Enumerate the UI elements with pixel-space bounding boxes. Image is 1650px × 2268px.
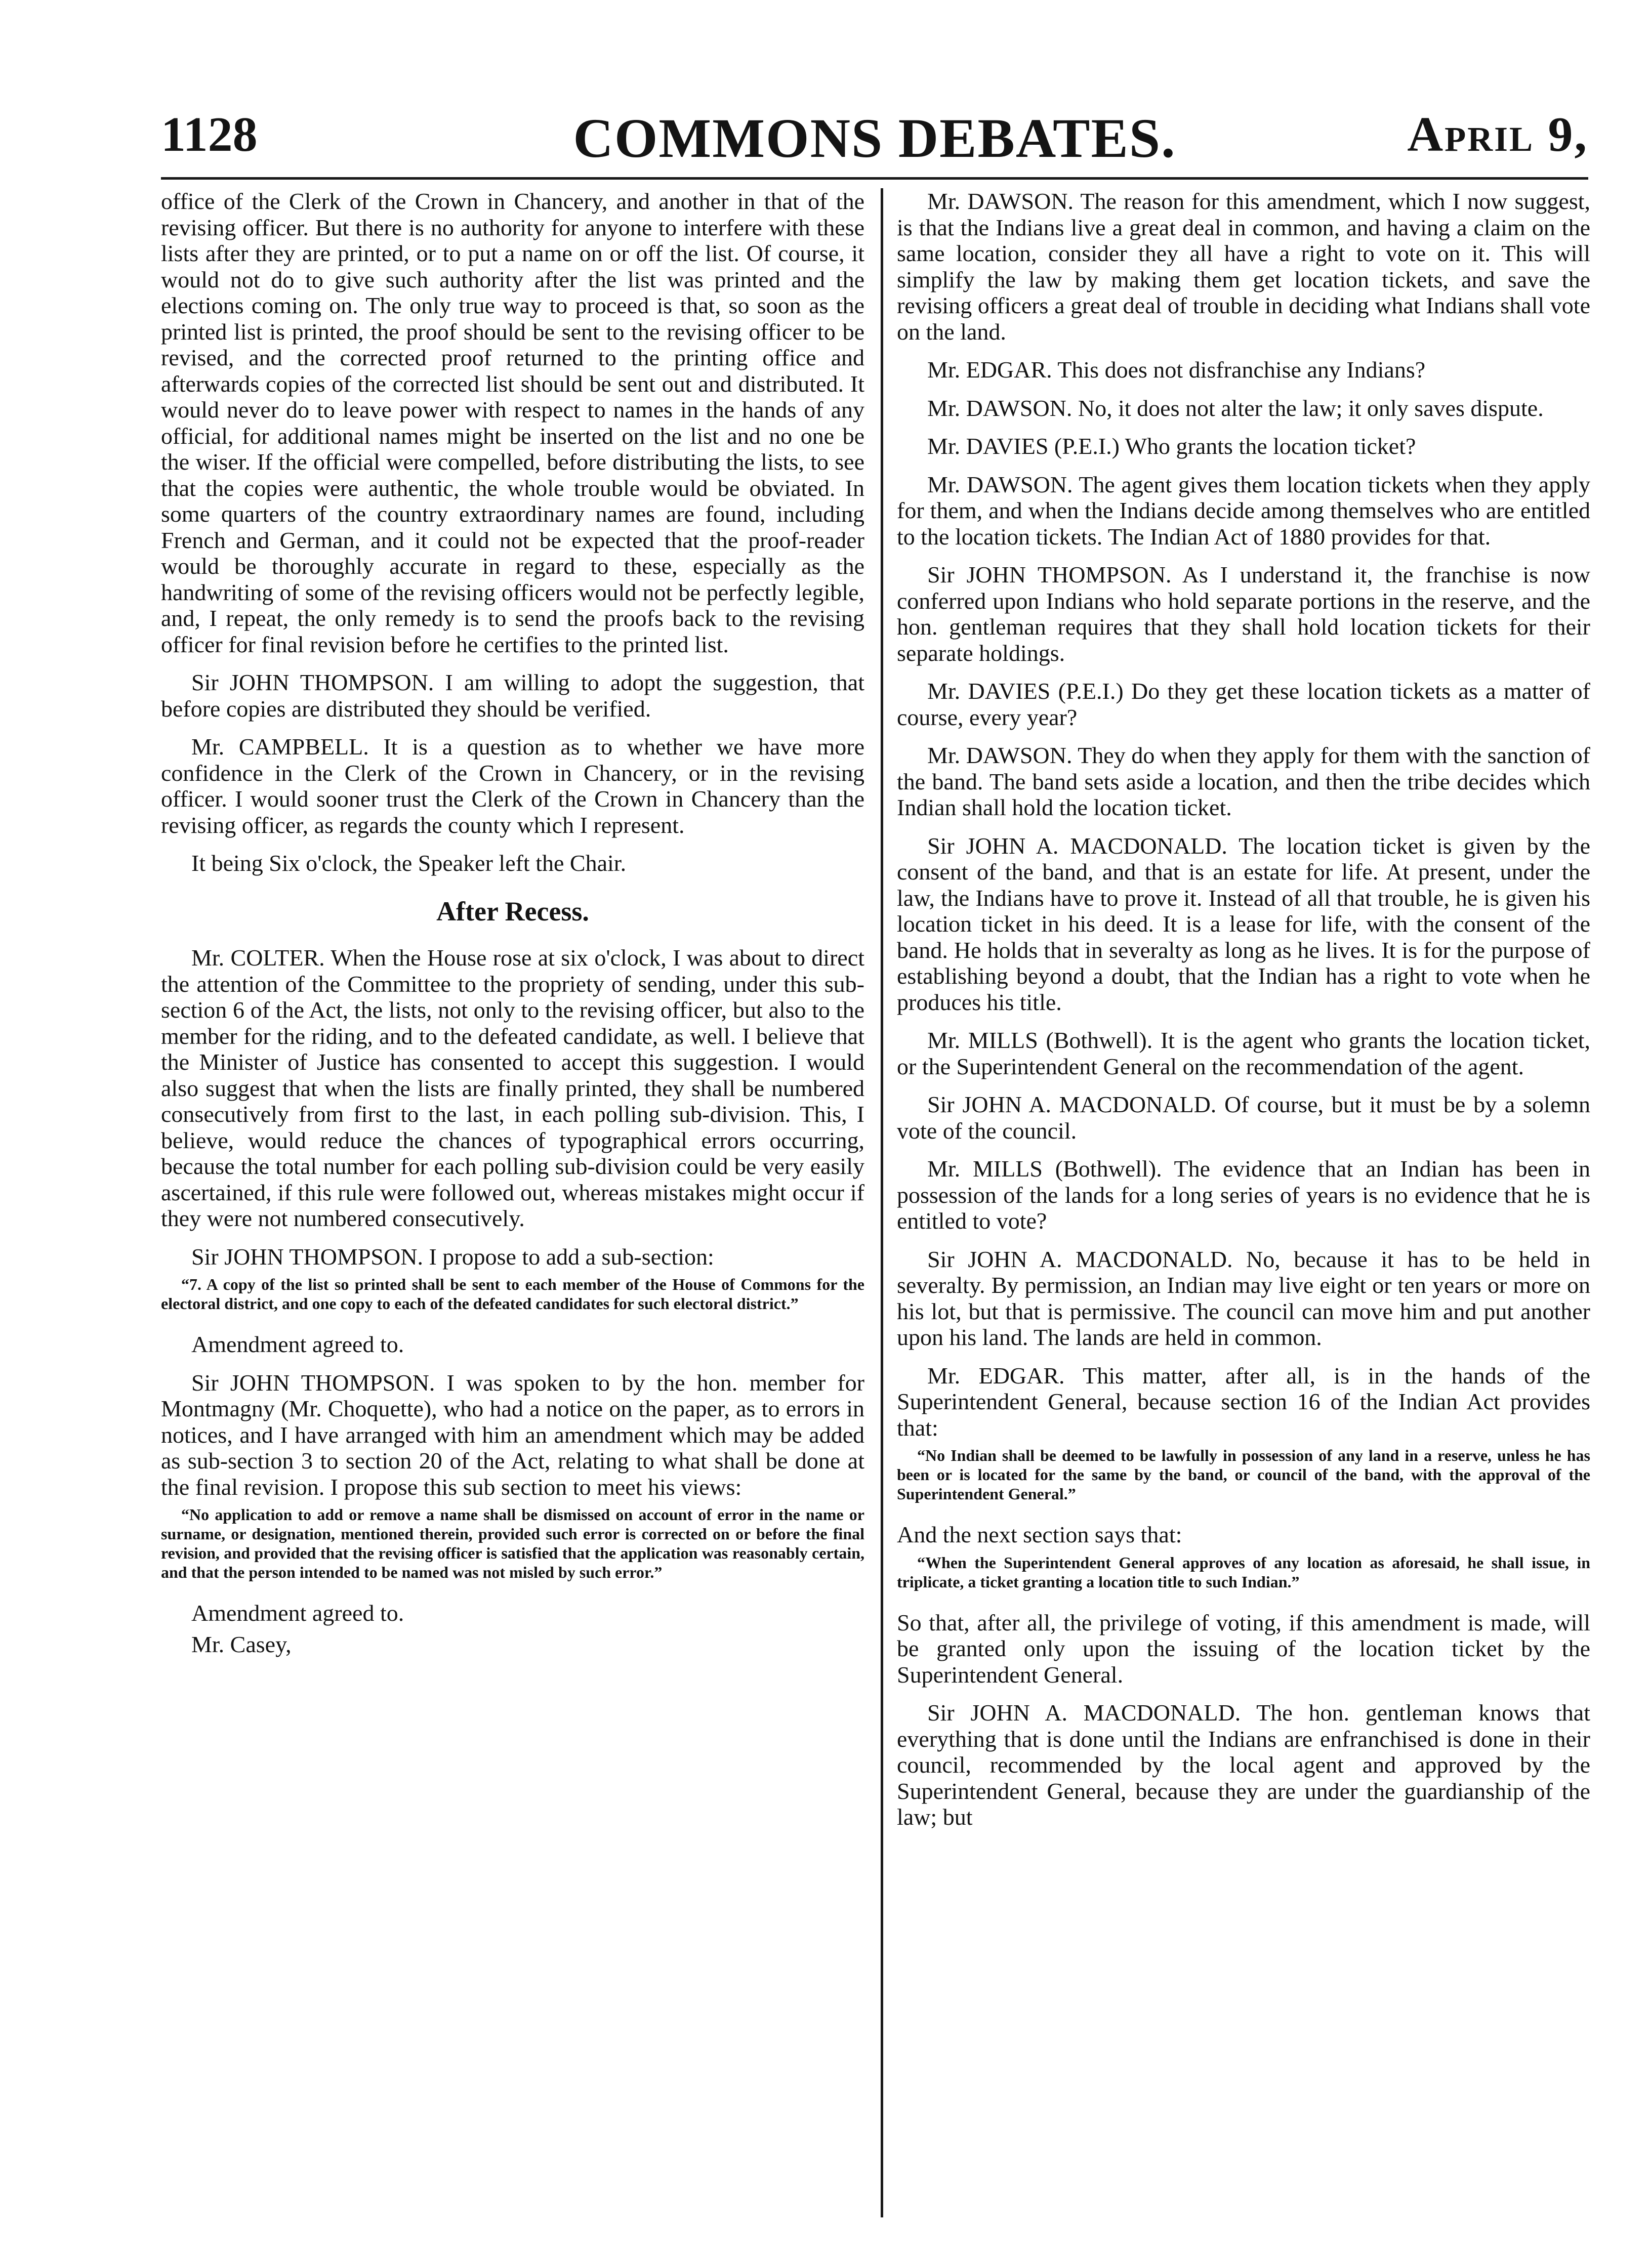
right-column [897,188,1590,1842]
paragraph: Sir JOHN A. MACDONALD. No, because it has to be held in severalty. By permission, an Indian may live eight or ten years or more on his lot, but that is permissive. The council can move him and put another upon his land. The lands are held in common. [897,1246,1590,1350]
paragraph: Sir JOHN THOMPSON. I was spoken to by the hon. member for Montmagny (Mr. Choquette), who had a notice on the paper, as to errors in notices, and I have arranged with him an amendment which may be added as sub-section 3 to section 20 of the Act, relating to what shall be done at the final revision. I propose this sub section to meet his views: [161,1369,864,1500]
paragraph: Mr. MILLS (Bothwell). It is the agent who grants the location ticket, or the Superintendent General on the recommendation of the agent. [897,1027,1590,1079]
paragraph: Mr. MILLS (Bothwell). The evidence that an Indian has been in possession of the lands for a long series of years is no evidence that he is entitled to vote? [897,1156,1590,1234]
paragraph: Sir JOHN THOMPSON. I propose to add a sub-section: [191,1243,714,1270]
paragraph: Sir JOHN THOMPSON. I am willing to adopt the suggestion, that before copies are distributed they should be verified. [161,669,864,722]
paragraph: Mr. COLTER. When the House rose at six o'clock, I was about to direct the attention of the Committee to the propriety of sending, under this sub-section 6 of the Act, the lists, not only to the revising officer, but also to the member for the riding, and to the defeated candidate, as well. I believe that the Minister of Justice has consented to accept this suggestion. I would also suggest that when the lists are finally printed, they shall be numbered consecutively from first to the last, in each polling sub-division. This, I believe, would reduce the chances of typographical errors occurring, because the total number for each polling sub-division could be very easily ascertained, if this rule were followed out, whereas mistakes might occur if they were not numbered consecutively. [161,945,864,1231]
section-heading: After Recess. [436,896,589,927]
paragraph: Mr. CAMPBELL. It is a question as to whether we have more confidence in the Clerk of the Crown in Chancery, or in the revising officer. I would sooner trust the Clerk of the Crown in Chancery than the revising officer, as regards the county which I represent. [161,734,864,838]
paragraph: Amendment agreed to. [191,1600,404,1626]
page-number: 1128 [161,107,258,162]
paragraph: Mr. EDGAR. This does not disfranchise any Indians? [927,357,1426,383]
paragraph: Mr. DAVIES (P.E.I.) Who grants the location ticket? [927,433,1416,459]
paragraph: Sir JOHN A. MACDONALD. The location ticket is given by the consent of the band, and that is an estate for life. At present, under the law, the Indians have to prove it. Instead of all that trouble, he is given his location ticket in his deed. It is a lease for life, with the consent of the band. He holds that in severalty as long as he lives. It is for the purpose of establishing beyond a doubt, that the Indian has a right to vote when he produces his title. [897,832,1590,1015]
paragraph: Amendment agreed to. [191,1331,404,1357]
paragraph: Mr. DAWSON. No, it does not alter the law; it only saves dispute. [927,395,1544,421]
left-column [161,188,864,1669]
paragraph: So that, after all, the privilege of voting, if this amendment is made, will be granted only upon the issuing of the location ticket by the Superintendent General. [897,1609,1590,1688]
paragraph: Sir JOHN THOMPSON. As I understand it, the franchise is now conferred upon Indians who hold separate portions in the reserve, and the hon. gentleman requires that they shall hold location tickets for their separate holdings. [897,562,1590,666]
paragraph: Mr. DAWSON. The agent gives them location tickets when they apply for them, and when the Indians decide among themselves who are entitled to the location tickets. The Indian Act of 1880 provides for that. [897,471,1590,550]
paragraph: Sir JOHN A. MACDONALD. The hon. gentleman knows that everything that is done until the Indians are enfranchised is done in their council, recommended by the local agent and approved by the Superintendent General, because they are under the guardianship of the law; but [897,1700,1590,1830]
publication-title: COMMONS DEBATES. [573,107,1176,169]
page-date: April 9, [1407,107,1588,162]
paragraph: Mr. DAWSON. They do when they apply for them with the sanction of the band. The band sets aside a location, and then the tribe decides which Indian shall hold the location ticket. [897,742,1590,820]
paragraph: office of the Clerk of the Crown in Chancery, and another in that of the revising officer. But there is no authority for anyone to interfere with these lists after they are printed, or to put a name on or off the list. Of course, it would not do to give such authority after the list was printed and the elections coming on. The only true way to proceed is that, so soon as the printed list is printed, the proof should be sent to the revising officer to be revised, and the corrected proof returned to the printing office and afterwards copies of the corrected list should be sent out and distributed. It would never do to leave power with respect to names in the hands of any official, for additional names might be inserted on the list and no one be the wiser. If the official were compelled, before distributing the lists, to see that the copies were authentic, the whole trouble would be obviated. In some quarters of the country extraordinary names are found, including French and German, and it could not be expected that the proof-reader would be thoroughly accurate in regard to these, especially as the handwriting of some of the revising officers would not be perfectly legible, and, I repeat, the only remedy is to send the proofs back to the revising officer for final revision before he certifies to the printed list. [161,188,864,657]
paragraph: Sir JOHN A. MACDONALD. Of course, but it must be by a solemn vote of the council. [897,1091,1590,1144]
quoted-text: “No application to add or remove a name shall be dismissed on account of error in the name or surname, or designation, mentioned therein, provided such error is corrected on or before the final revision, and provided that the revising officer is satisfied that the application was reasonably certain, and that the person intended to be named was not misled by such error.” [161,1505,864,1581]
paragraph: Mr. EDGAR. This matter, after all, is in the hands of the Superintendent General, because section 16 of the Indian Act provides that: [897,1362,1590,1441]
paragraph: Mr. Casey, [191,1631,292,1657]
quoted-text: “No Indian shall be deemed to be lawfully in possession of any land in a reserve, unless he has been or is located for the same by the band, or council of the band, with the approval of the Superintendent General.” [897,1446,1590,1503]
quoted-text: “When the Superintendent General approves of any location as aforesaid, he shall issue, in triplicate, a ticket granting a location title to such Indian.” [897,1553,1590,1591]
quoted-text: “7. A copy of the list so printed shall be sent to each member of the House of Commons for the electoral district, and one copy to each of the defeated candidates for such electoral district.” [161,1275,864,1313]
column-divider [881,188,883,2217]
page-header [161,106,1588,180]
paragraph: And the next section says that: [897,1522,1182,1547]
paragraph: It being Six o'clock, the Speaker left the Chair. [191,850,627,876]
paragraph: Mr. DAWSON. The reason for this amendment, which I now suggest, is that the Indians live a great deal in common, and having a claim on the same location, consider they all have a right to vote on it. This will simplify the law by making them get location tickets, and save the revising officers a great deal of trouble in deciding what Indians shall vote on the land. [897,188,1590,345]
paragraph: Mr. DAVIES (P.E.I.) Do they get these location tickets as a matter of course, every year? [897,678,1590,730]
